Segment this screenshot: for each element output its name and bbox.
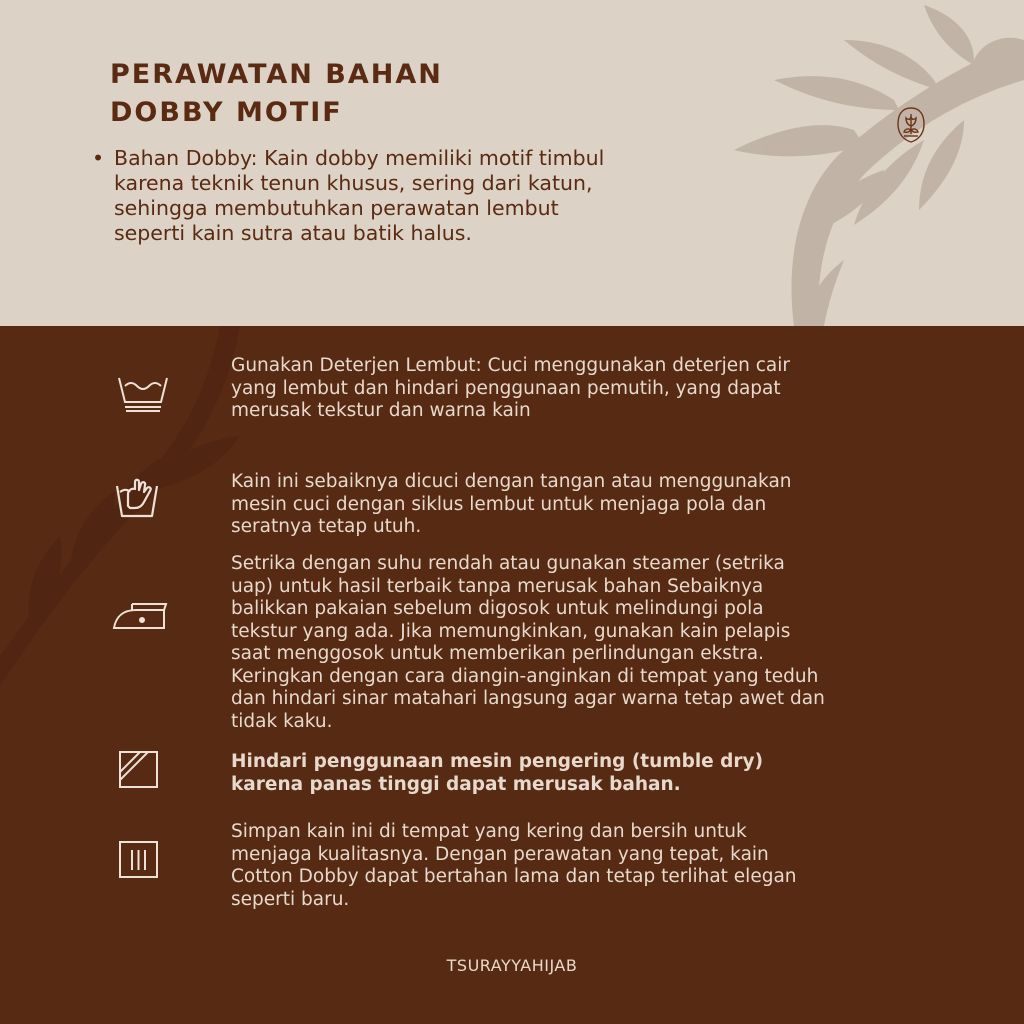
leaf-decoration-icon	[724, 0, 1024, 326]
header-section	[0, 0, 1024, 326]
title-line-1: PERAWATAN BAHAN	[110, 59, 443, 90]
shade-dry-icon	[118, 750, 160, 790]
intro-bullet-item	[92, 146, 612, 246]
care-instructions-section	[0, 326, 1024, 1024]
hand-wash-icon	[114, 476, 160, 520]
wash-basin-icon	[116, 374, 170, 414]
care-item-text: Gunakan Deterjen Lembut: Cuci menggunakan deterjen cair yang lembut dan hindari penggunaan pemutih, yang dapat merusak tekstur dan warna kain	[231, 355, 790, 421]
iron-icon	[112, 596, 168, 632]
page-title	[110, 56, 443, 132]
title-line-2: DOBBY MOTIF	[110, 97, 343, 128]
brand-footer: TSURAYYAHIJAB	[446, 956, 578, 975]
intro-text: Bahan Dobby: Kain dobby memiliki motif timbul karena teknik tenun khusus, sering dari katun, sehingga membutuhkan perawatan lembut seperti kain sutra atau batik halus.	[114, 146, 605, 245]
care-item-text: Setrika dengan suhu rendah atau gunakan steamer (setrika uap) untuk hasil terbaik tanpa merusak bahan Sebaiknya balikkan pakaian sebelum digosok untuk melindungi pola tekstur yang ada. Jika memungkinkan, gunakan kain pelapis saat menggosok untuk memberikan perlindungan ekstra. Keringkan dengan cara diangin-anginkan di tempat yang teduh dan hindari sinar matahari langsung agar warna tetap awet dan tidak kaku.	[231, 553, 825, 732]
flower-crest-icon	[896, 106, 926, 144]
line-dry-icon	[118, 840, 160, 880]
care-item-text: Hindari penggunaan mesin pengering (tumble dry) karena panas tinggi dapat merusak bahan.	[231, 751, 764, 795]
care-item-text: Kain ini sebaiknya dicuci dengan tangan atau menggunakan mesin cuci dengan siklus lembut untuk menjaga pola dan seratnya tetap utuh.	[231, 471, 792, 537]
care-item-text: Simpan kain ini di tempat yang kering dan bersih untuk menjaga kualitasnya. Dengan perawatan yang tepat, kain Cotton Dobby dapat bertahan lama dan tetap terlihat elegan seperti baru.	[231, 821, 797, 910]
bullet-marker: •	[92, 146, 105, 170]
